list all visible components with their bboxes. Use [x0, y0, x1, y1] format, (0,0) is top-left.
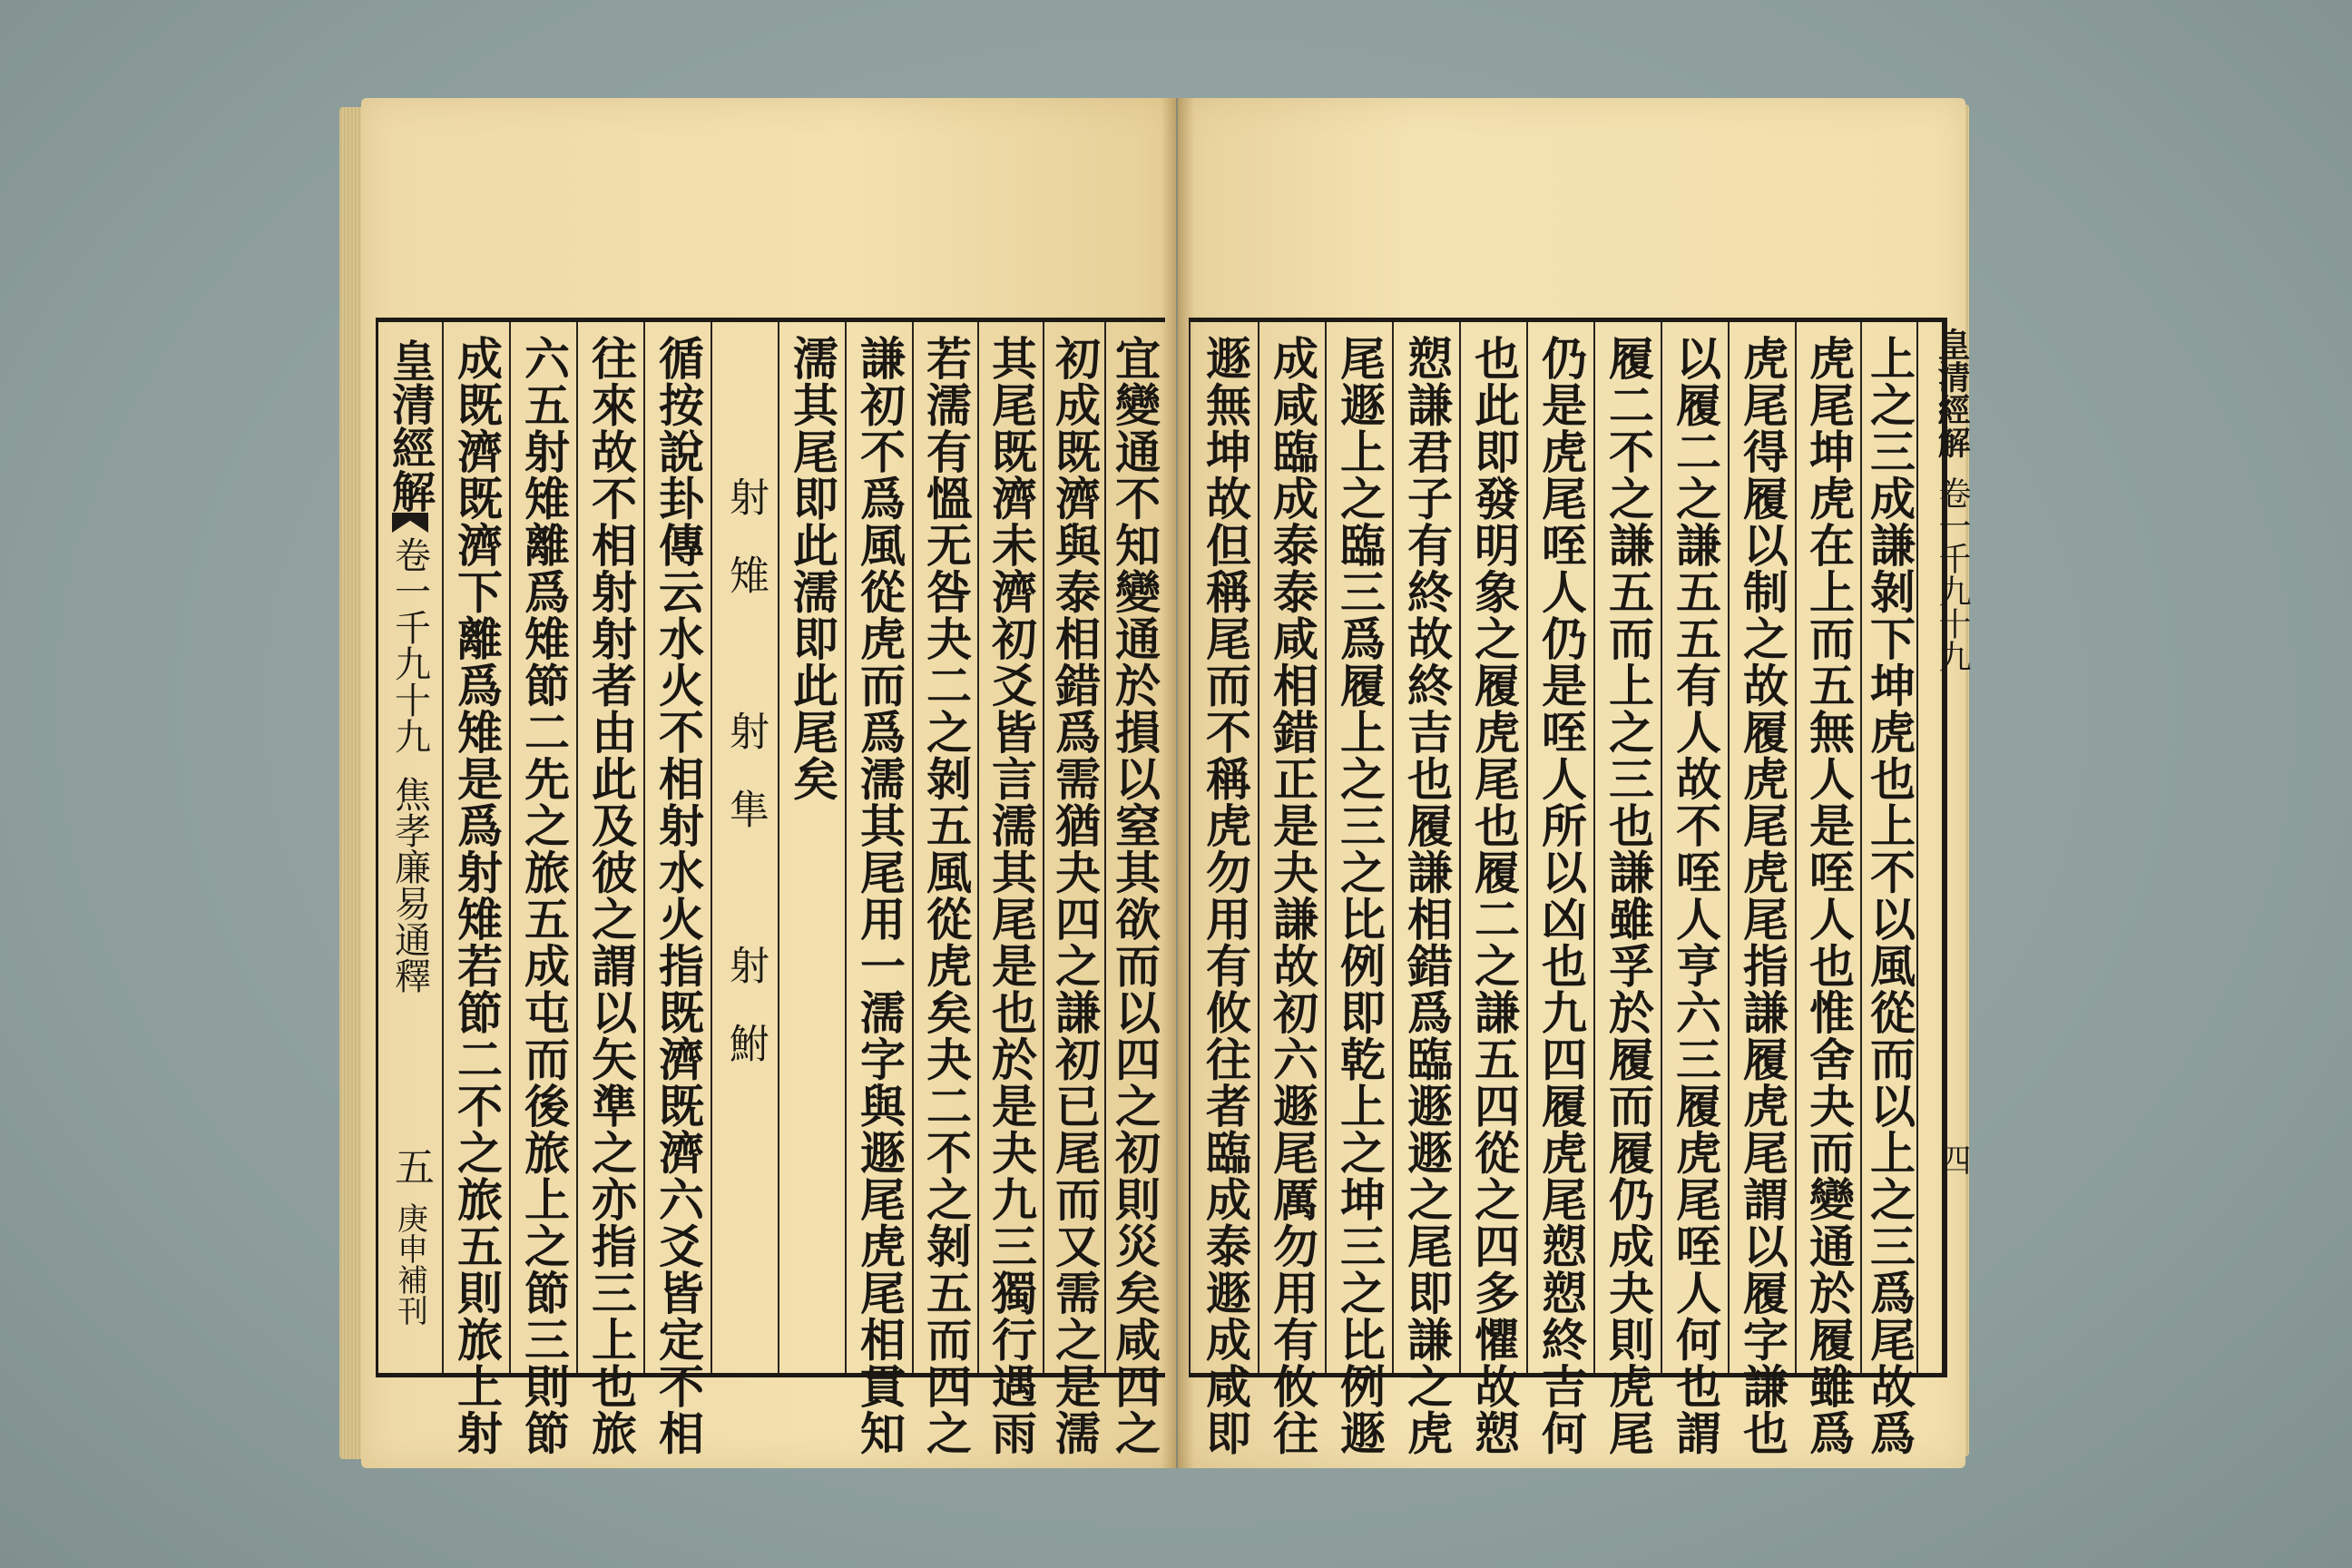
- column-text: 愬謙君子有終故終吉也履謙相錯爲臨遯遯之尾即謙之虎: [1400, 335, 1454, 1456]
- left-page-text-frame: [376, 318, 1165, 1456]
- right-page-text-frame: [1189, 318, 1971, 1456]
- text-column: [1461, 322, 1526, 1456]
- column-text: 虎尾坤虎在上而五無人是咥人也惟舍夬而變通於履雖爲: [1802, 335, 1856, 1456]
- text-column: [645, 322, 710, 1456]
- margin-title: 皇清經解: [384, 338, 436, 513]
- section-heading: 射雉 射隼 射鮒: [722, 476, 769, 1101]
- column-text: 虎尾得履以制之故履虎尾虎尾指謙履虎尾謂以履字謙也: [1736, 335, 1789, 1456]
- text-column: [1259, 322, 1325, 1456]
- text-column: [1106, 322, 1162, 1456]
- column-text: 上之三成謙剝下坤虎也上不以風從而以上之三爲尾故爲: [1863, 335, 1916, 1456]
- column-text: 成既濟既濟下離爲雉是爲射雉若節二不之旅五則旅上射: [450, 335, 504, 1456]
- column-text: 謙初不爲風從虎而爲濡其尾用一濡字與遯尾虎尾相貫知: [853, 335, 906, 1456]
- right-page-margin-column: [1918, 322, 1971, 1373]
- column-text: 以履二之謙五五有人故不咥人亨六三履虎尾咥人何也謂: [1669, 335, 1722, 1456]
- text-column: [1327, 322, 1392, 1456]
- text-column: [1595, 322, 1661, 1456]
- text-column: [1730, 322, 1795, 1456]
- text-column: [1192, 322, 1258, 1456]
- text-column: [1528, 322, 1593, 1456]
- text-column: [1862, 322, 1916, 1456]
- margin-title: 皇清經解: [1933, 328, 1971, 458]
- text-column: [847, 322, 912, 1456]
- column-text: 循按說卦傳云水火不相射水火指既濟既濟六爻皆定不相: [652, 335, 705, 1456]
- margin-author-work: 焦孝廉易通釋: [388, 776, 431, 994]
- text-column: [1797, 322, 1860, 1456]
- margin-volume: 卷一千九十九: [1934, 476, 1971, 672]
- column-rule: [1189, 322, 1191, 1373]
- column-text: 遯無坤故但稱尾而不稱虎勿用有攸往者臨成泰遯成咸即: [1199, 335, 1252, 1456]
- left-page-margin-column: [378, 322, 442, 1373]
- column-text: 六五射雉離爲雉節二先之旅五成屯而後旅上之節三則節: [517, 335, 571, 1456]
- text-column: [511, 322, 576, 1456]
- heading-column: [712, 322, 778, 1373]
- column-text: 初成既濟與泰相錯爲需猶夬四之謙初已尾而又需之是濡: [1048, 335, 1102, 1456]
- text-column: [779, 322, 845, 1373]
- column-text: 履二不之謙五而上之三也謙雖孚於履而履仍成夬則虎尾: [1602, 335, 1655, 1456]
- text-column: [914, 322, 977, 1456]
- column-text: 也此即發明象之履虎尾也履二之謙五四從之四多懼故愬: [1467, 335, 1521, 1456]
- text-column: [1662, 322, 1728, 1456]
- margin-edition: 庚申補刊: [391, 1202, 428, 1326]
- text-column: [979, 322, 1043, 1456]
- margin-page-number: 五: [387, 1146, 434, 1186]
- column-text: 往來故不相射射者由此及彼之謂以矢準之亦指三上也旅: [584, 335, 638, 1456]
- column-text: 成咸臨成泰泰咸相錯正是夬謙故初六遯尾厲勿用有攸往: [1266, 335, 1319, 1456]
- margin-page-number: 四: [1934, 1143, 1971, 1176]
- text-column: [444, 322, 509, 1456]
- column-text: 宜變通不知變通於損以窒其欲而以四之初則災矣咸四之: [1108, 335, 1161, 1456]
- column-text: 尾遯上之臨三爲履上之三之比例即乾上之坤三之比例遯: [1333, 335, 1387, 1456]
- fish-tail-mark: [392, 513, 428, 533]
- column-text: 仍是虎尾咥人仍是咥人所以凶也九四履虎尾愬愬終吉何: [1534, 335, 1588, 1456]
- text-column: [578, 322, 643, 1456]
- text-column: [1044, 322, 1104, 1456]
- column-text: 若濡有慍无咎夬二之剝五風從虎矣夬二不之剝五而四之: [919, 335, 973, 1456]
- text-column: [1394, 322, 1459, 1456]
- column-text: 濡其尾即此濡即此尾矣: [786, 335, 839, 802]
- column-text: 其尾既濟未濟初爻皆言濡其尾是也於是夬九三獨行遇雨: [985, 335, 1038, 1456]
- margin-volume: 卷一千九十九: [388, 536, 431, 754]
